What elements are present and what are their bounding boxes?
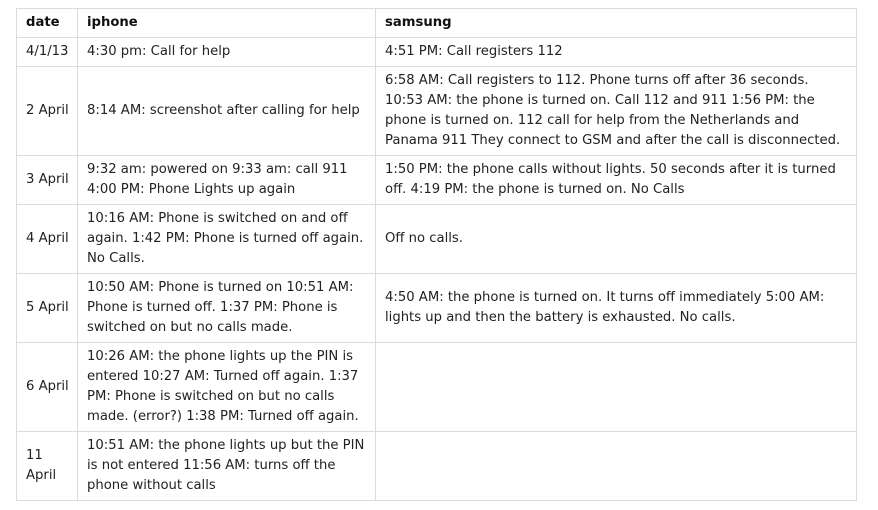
header-row: [17, 9, 857, 38]
cell-date: 4 April: [17, 205, 78, 274]
table-row: [17, 38, 857, 67]
cell-date: 2 April: [17, 67, 78, 156]
cell-iphone: 9:32 am: powered on 9:33 am: call 911 4:00 PM: Phone Lights up again: [78, 156, 376, 205]
header-samsung: samsung: [376, 9, 857, 38]
header-iphone: iphone: [78, 9, 376, 38]
cell-samsung: 1:50 PM: the phone calls without lights. 50 seconds after it is turned off. 4:19 PM: the phone is turned on. No Calls: [376, 156, 857, 205]
cell-date: 4/1/13: [17, 38, 78, 67]
cell-date: 5 April: [17, 274, 78, 343]
cell-samsung: Off no calls.: [376, 205, 857, 274]
cell-samsung: [376, 343, 857, 432]
cell-date: 3 April: [17, 156, 78, 205]
cell-samsung: [376, 432, 857, 501]
table-row: [17, 156, 857, 205]
cell-iphone: 10:51 AM: the phone lights up but the PIN is not entered 11:56 AM: turns off the phone without calls: [78, 432, 376, 501]
cell-date: 11 April: [17, 432, 78, 501]
cell-iphone: 10:16 AM: Phone is switched on and off again. 1:42 PM: Phone is turned off again. No Calls.: [78, 205, 376, 274]
table-row: [17, 432, 857, 501]
cell-samsung: 4:51 PM: Call registers 112: [376, 38, 857, 67]
call-log-table: [16, 8, 857, 501]
header-date: date: [17, 9, 78, 38]
cell-samsung: 6:58 AM: Call registers to 112. Phone turns off after 36 seconds. 10:53 AM: the phone is turned on. Call 112 and 911 1:56 PM: the phone is turned on. 112 call for help from the Netherlands and Panama 911 They connect to GSM and after the call is disconnected.: [376, 67, 857, 156]
cell-iphone: 10:26 AM: the phone lights up the PIN is entered 10:27 AM: Turned off again. 1:37 PM: Phone is switched on but no calls made. (error?) 1:38 PM: Turned off again.: [78, 343, 376, 432]
cell-iphone: 4:30 pm: Call for help: [78, 38, 376, 67]
table-row: [17, 205, 857, 274]
table-container: [16, 8, 857, 501]
table-row: [17, 274, 857, 343]
table-row: [17, 67, 857, 156]
cell-date: 6 April: [17, 343, 78, 432]
cell-samsung: 4:50 AM: the phone is turned on. It turns off immediately 5:00 AM: lights up and then the battery is exhausted. No calls.: [376, 274, 857, 343]
cell-iphone: 8:14 AM: screenshot after calling for help: [78, 67, 376, 156]
table-row: [17, 343, 857, 432]
cell-iphone: 10:50 AM: Phone is turned on 10:51 AM: Phone is turned off. 1:37 PM: Phone is switched on but no calls made.: [78, 274, 376, 343]
